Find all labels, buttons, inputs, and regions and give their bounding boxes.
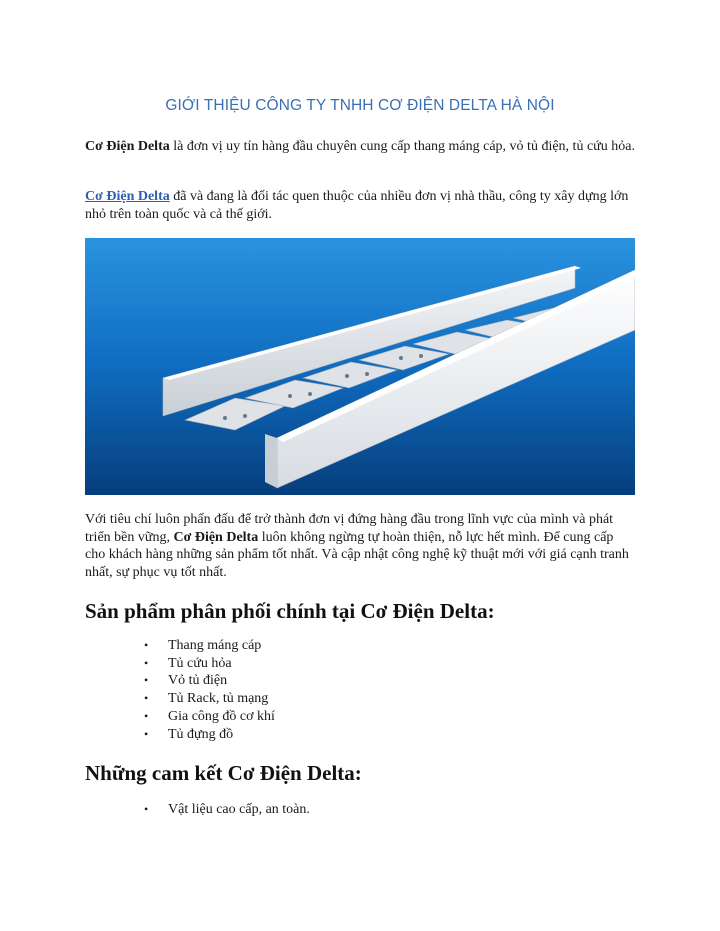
mission-text-after: luôn không ngừng tự hoàn thiện, nỗ lực hết mình. Để cung cấp cho khách hàng những sản phẩm tốt nhất. Và cập nhật công nghệ kỹ thuật mới với giá cạnh tranh nhất, sự phục vụ tốt nhất.: [85, 529, 629, 580]
list-item: [144, 726, 275, 744]
intro-text: là đơn vị uy tín hàng đầu chuyên cung cấp thang máng cáp, vỏ tủ điện, tủ cứu hỏa.: [169, 139, 635, 154]
list-item: [144, 672, 275, 690]
bullet-icon: •: [144, 726, 149, 741]
mission-paragraph: [85, 511, 637, 581]
bullet-icon: •: [144, 673, 149, 688]
intro-paragraph: [85, 138, 637, 156]
list-item-label: Tủ Rack, tủ mạng: [168, 691, 269, 707]
list-item: [144, 690, 275, 708]
mission-brand: Cơ Điện Delta: [173, 529, 259, 545]
products-heading: Sản phẩm phân phối chính tại Cơ Điện Delta:: [85, 599, 495, 623]
company-link[interactable]: Cơ Điện Delta: [85, 189, 170, 204]
list-item-label: Vỏ tủ điện: [168, 673, 228, 689]
intro-brand: Cơ Điện Delta: [85, 139, 170, 154]
list-item-label: Vật liệu cao cấp, an toàn.: [168, 802, 310, 817]
list-item: [144, 801, 310, 819]
page-title: GIỚI THIỆU CÔNG TY TNHH CƠ ĐIỆN DELTA HÀ NỘI: [165, 97, 555, 114]
bullet-icon: •: [144, 691, 149, 706]
list-item: [144, 708, 275, 726]
bullet-icon: •: [144, 708, 149, 723]
partners-paragraph: [85, 188, 637, 223]
bullet-icon: •: [144, 802, 149, 816]
list-item-label: Thang máng cáp: [168, 638, 262, 653]
partners-text: đã và đang là đối tác quen thuộc của nhiều đơn vị nhà thầu, công ty xây dựng lớn nhỏ trên toàn quốc và cả thế giới.: [85, 189, 629, 222]
list-item: [144, 637, 275, 655]
products-list: [144, 637, 275, 743]
bullet-icon: •: [144, 655, 149, 670]
bullet-icon: •: [144, 638, 149, 652]
commitments-list: [144, 801, 310, 819]
commitments-heading: Những cam kết Cơ Điện Delta:: [85, 761, 362, 785]
list-item-label: Tủ cứu hỏa: [168, 655, 232, 671]
mission-text-before: Với tiêu chí luôn phấn đấu để trở thành đơn vị đứng hàng đầu trong lĩnh vực của mình và phát triển bền vững,: [85, 512, 614, 545]
list-item-label: Gia công đồ cơ khí: [168, 708, 275, 724]
cable-ladder-image: [85, 238, 635, 495]
list-item-label: Tủ đựng đồ: [168, 726, 234, 742]
list-item: [144, 655, 275, 673]
